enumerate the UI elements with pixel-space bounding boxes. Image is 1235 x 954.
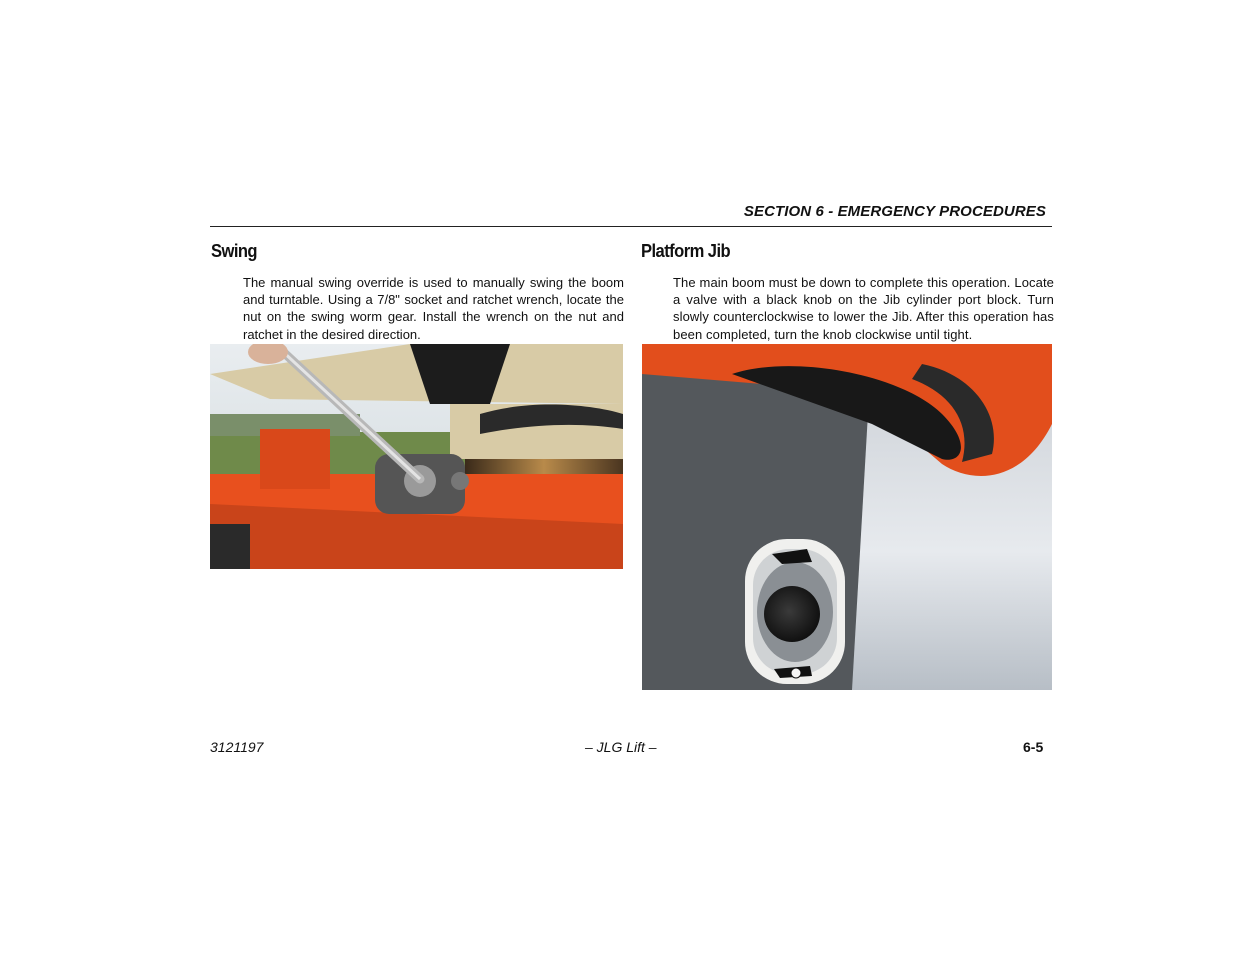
platform-jib-photo	[642, 344, 1052, 690]
platform-jib-heading: Platform Jib	[641, 241, 731, 261]
section-header	[210, 200, 1052, 227]
swing-paragraph: The manual swing override is used to manually swing the boom and turntable. Using a 7/8" socket and ratchet wrench, locate the nut on the swing worm gear. Install the wrench on the nut and ratchet in the desired direction.	[243, 275, 624, 342]
page-number: 6-5	[1023, 739, 1044, 755]
section-title: SECTION 6 - EMERGENCY PROCEDURES	[743, 203, 1046, 220]
document-number: 3121197	[210, 739, 264, 755]
swing-heading: Swing	[211, 241, 257, 261]
swing-override-illustration	[210, 344, 623, 569]
jib-valve-illustration	[642, 344, 1052, 690]
footer-center-text: – JLG Lift –	[585, 739, 657, 755]
platform-jib-paragraph: The main boom must be down to complete this operation. Locate a valve with a black knob on the Jib cylinder port block. Turn slowly counterclockwise to lower the Jib. After this operation has been completed, turn the knob clockwise until tight.	[673, 275, 1054, 342]
swing-photo	[210, 344, 623, 569]
